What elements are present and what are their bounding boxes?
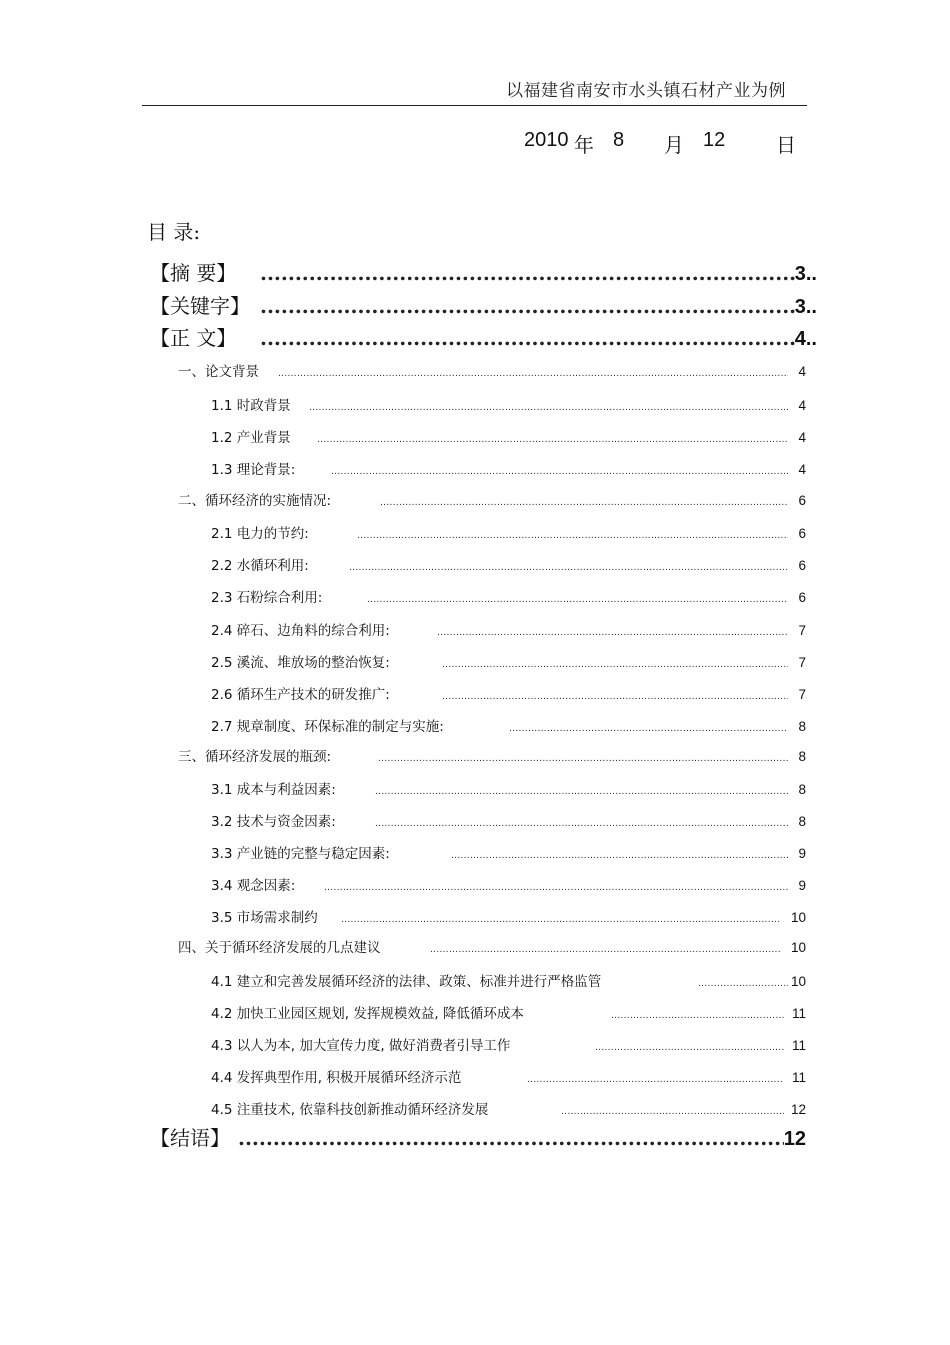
- toc-entry-label: 2.3 石粉综合利用:: [211, 590, 323, 606]
- date-year: 2010: [524, 129, 569, 151]
- toc-entry-page: 4: [798, 398, 806, 413]
- toc-leader-dots: [437, 628, 788, 638]
- toc-entry[interactable]: [211, 842, 806, 864]
- toc-entry-keywords[interactable]: [150, 290, 817, 320]
- toc-entry-page: 11: [791, 1070, 806, 1085]
- toc-entry-page: 11: [791, 1038, 806, 1053]
- toc-entry-page: 8: [798, 719, 806, 734]
- toc-entry[interactable]: [211, 522, 806, 544]
- toc-entry-page: 9: [798, 846, 806, 861]
- toc-leader-dots: [238, 1126, 784, 1150]
- toc-leader-dots: [260, 326, 795, 350]
- toc-entry[interactable]: [211, 458, 806, 480]
- toc-entry[interactable]: [211, 874, 806, 896]
- toc-entry[interactable]: [211, 1002, 806, 1024]
- toc-leader-dots: [324, 883, 788, 893]
- toc-entry-label: 4.2 加快工业园区规划, 发挥规模效益, 降低循环成本: [211, 1006, 524, 1022]
- toc-leader-dots: [357, 531, 788, 541]
- toc-leader-dots: [430, 945, 780, 955]
- date-day-suffix: 日: [776, 135, 796, 157]
- toc-leader-dots: [378, 754, 788, 764]
- toc-entry[interactable]: [211, 394, 806, 416]
- toc-entry-label: 3.4 观念因素:: [211, 878, 296, 894]
- toc-entry-label: 一、论文背景: [178, 364, 259, 380]
- toc-entry[interactable]: [211, 1098, 806, 1120]
- toc-entry-page: 7: [798, 623, 806, 638]
- toc-leader-dots: [260, 294, 795, 318]
- toc-entry-page: 10: [790, 910, 806, 925]
- toc-entry[interactable]: [178, 936, 806, 958]
- toc-leader-dots: [309, 403, 788, 413]
- toc-entry[interactable]: [211, 554, 806, 576]
- toc-entry-label: 【正 文】: [150, 326, 237, 350]
- toc-leader-dots: [611, 1011, 784, 1021]
- toc-entry[interactable]: [178, 489, 806, 511]
- toc-entry-label: 【结语】: [150, 1126, 230, 1150]
- toc-entry-label: 3.3 产业链的完整与稳定因素:: [211, 846, 390, 862]
- toc-leader-dots: [527, 1075, 784, 1085]
- toc-entry-page: 8: [798, 814, 806, 829]
- toc-entry-label: 4.5 注重技术, 依靠科技创新推动循环经济发展: [211, 1102, 489, 1118]
- toc-leader-dots: [375, 787, 788, 797]
- toc-entry[interactable]: [211, 651, 806, 673]
- toc-entry[interactable]: [178, 360, 806, 382]
- toc-entry-label: 2.7 规章制度、环保标准的制定与实施:: [211, 719, 444, 735]
- toc-entry[interactable]: [211, 1034, 806, 1056]
- toc-entry-label: 【关键字】: [150, 294, 250, 318]
- toc-entry[interactable]: [211, 778, 806, 800]
- toc-entry-page: 12: [783, 1128, 806, 1150]
- toc-entry[interactable]: [211, 1066, 806, 1088]
- toc-entry[interactable]: [211, 906, 806, 928]
- toc-entry-label: 2.5 溪流、堆放场的整治恢复:: [211, 655, 390, 671]
- toc-entry-label: 1.3 理论背景:: [211, 462, 296, 478]
- toc-entry-page: 10: [790, 940, 806, 955]
- toc-leader-dots: [380, 498, 788, 508]
- date-month-suffix: 月: [664, 135, 684, 157]
- header-divider: [142, 105, 807, 106]
- toc-entry-page: 7: [798, 655, 806, 670]
- date-month: 8: [613, 129, 625, 151]
- toc-entry-page: 6: [798, 558, 806, 573]
- toc-entry-body[interactable]: [150, 322, 817, 352]
- toc-entry[interactable]: [211, 586, 806, 608]
- toc-entry-page: 9: [798, 878, 806, 893]
- toc-entry-label: 二、循环经济的实施情况:: [178, 493, 332, 509]
- toc-leader-dots: [509, 724, 788, 734]
- toc-leader-dots: [451, 851, 788, 861]
- toc-entry-page: 4: [798, 364, 806, 379]
- running-header-title: 以福建省南安市水头镇石材产业为例: [506, 81, 786, 101]
- toc-entry[interactable]: [211, 683, 806, 705]
- toc-leader-dots: [317, 435, 788, 445]
- toc-entry-label: 3.1 成本与利益因素:: [211, 782, 336, 798]
- date-day: 12: [703, 129, 726, 151]
- toc-entry[interactable]: [211, 970, 806, 992]
- toc-entry-label: 【摘 要】: [150, 261, 237, 285]
- toc-entry-page: 4: [798, 462, 806, 477]
- toc-entry-page: 3..: [794, 263, 817, 285]
- toc-leader-dots: [331, 467, 788, 477]
- toc-entry-page: 6: [798, 493, 806, 508]
- toc-entry[interactable]: [211, 810, 806, 832]
- toc-entry-label: 三、循环经济发展的瓶颈:: [178, 749, 332, 765]
- toc-entry-label: 4.3 以人为本, 加大宣传力度, 做好消费者引导工作: [211, 1038, 511, 1054]
- toc-entry-label: 3.5 市场需求制约: [211, 910, 318, 926]
- toc-leader-dots: [349, 563, 788, 573]
- toc-entry-page: 6: [798, 526, 806, 541]
- date-year-suffix: 年: [574, 135, 594, 157]
- toc-leader-dots: [260, 261, 795, 285]
- toc-entry-label: 1.2 产业背景: [211, 430, 291, 446]
- toc-leader-dots: [595, 1043, 784, 1053]
- toc-entry-label: 四、关于循环经济发展的几点建议: [178, 940, 381, 956]
- toc-leader-dots: [561, 1107, 784, 1117]
- toc-heading: 目 录:: [147, 220, 201, 244]
- toc-entry-label: 2.1 电力的节约:: [211, 526, 309, 542]
- toc-entry-page: 6: [798, 590, 806, 605]
- toc-entry-page: 8: [798, 782, 806, 797]
- toc-entry-label: 3.2 技术与资金因素:: [211, 814, 336, 830]
- toc-entry-label: 1.1 时政背景: [211, 398, 291, 414]
- toc-entry-abstract[interactable]: [150, 257, 817, 287]
- toc-leader-dots: [442, 660, 788, 670]
- toc-entry[interactable]: [178, 745, 806, 767]
- toc-entry-label: 4.4 发挥典型作用, 积极开展循环经济示范: [211, 1070, 462, 1086]
- toc-entry-page: 4: [798, 430, 806, 445]
- toc-entry-label: 2.2 水循环利用:: [211, 558, 309, 574]
- toc-leader-dots: [367, 595, 788, 605]
- toc-entry[interactable]: [211, 715, 806, 737]
- toc-entry-label: 2.6 循环生产技术的研发推广:: [211, 687, 390, 703]
- toc-entry-page: 10: [790, 974, 806, 989]
- toc-entry-label: 4.1 建立和完善发展循环经济的法律、政策、标准并进行严格监管: [211, 974, 602, 990]
- toc-entry-page: 3..: [794, 296, 817, 318]
- toc-entry-page: 7: [798, 687, 806, 702]
- toc-entry-conclusion[interactable]: [150, 1122, 806, 1152]
- toc-entry-label: 2.4 碎石、边角料的综合利用:: [211, 623, 390, 639]
- toc-leader-dots: [442, 692, 788, 702]
- toc-entry-page: 8: [798, 749, 806, 764]
- toc-entry-page: 11: [791, 1006, 806, 1021]
- toc-leader-dots: [375, 819, 788, 829]
- toc-entry-page: 12: [790, 1102, 806, 1117]
- toc-entry[interactable]: [211, 426, 806, 448]
- toc-leader-dots: [278, 369, 788, 379]
- toc-entry[interactable]: [211, 619, 806, 641]
- toc-leader-dots: [698, 979, 788, 989]
- toc-entry-page: 4..: [794, 328, 817, 350]
- toc-leader-dots: [341, 915, 780, 925]
